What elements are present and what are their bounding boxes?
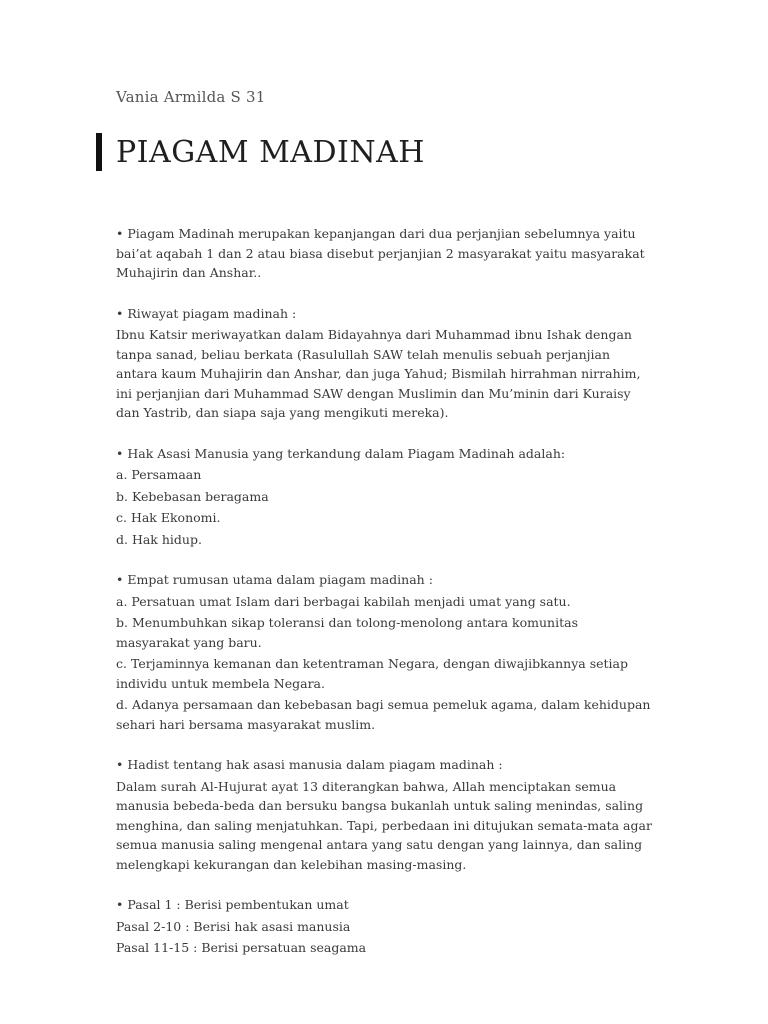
list-item: a. Persatuan umat Islam dari berbagai kabilah menjadi umat yang satu. [116,593,571,609]
section-gap [116,551,652,570]
list-item: a. Persamaan [116,467,202,482]
list-item: Pasal 2-10 : Berisi hak asasi manusia [116,918,351,934]
list-item: b. Kebebasan beragama [116,488,269,504]
paragraph-riwayat: Ibnu Katsir meriwayatkan dalam Bidayahnya dari Muhammad ibnu Ishak dengan tanpa sanad, beliau berkata (Rasulullah SAW telah menulis sebuah perjanjian antara kaum Muhajirin dan Anshar, dan juga Yahud; Bismilah hirrahman nirrahim, ini perjanjian dari Muhammad SAW dengan Muslimin dan Mu’minin dari Kuraisy dan Yastrib, dan siapa saja yang mengikuti mereka). [116,327,641,420]
list-item: • Pasal 1 : Berisi pembentukan umat [116,897,349,912]
section-heading-riwayat: • Riwayat piagam madinah : [116,305,297,321]
paragraph-hadist: Dalam surah Al-Hujurat ayat 13 diterangkan bahwa, Allah menciptakan semua manusia bebeda-beda dan bersuku bangsa bukanlah untuk saling menindas, saling menghina, dan saling menjatuhkan. Tapi, perbedaan ini ditujukan semata-mata agar semua manusia saling mengenal antara yang satu dengan yang lainnya, dan saling melengkapi kekurangan dan kelebihan masing-masing. [116,778,652,872]
section-gap [116,425,652,444]
list-item: d. Adanya persamaan dan kebebasan bagi semua pemeluk agama, dalam kehidupan sehari hari bersama masyarakat muslim. [116,697,651,732]
list-item: Pasal 11-15 : Berisi persatuan seagama [116,940,367,955]
paragraph-intro: • Piagam Madinah merupakan kepanjangan dari dua perjanjian sebelumnya yaitu bai’at aqabah 1 dan 2 atau biasa disebut perjanjian 2 masyarakat yaitu masyarakat Muhajirin dan Anshar.. [116,226,645,280]
list-item: d. Hak hidup. [116,531,202,547]
section-gap [116,736,652,755]
list-item: c. Terjaminnya kemanan dan ketentraman Negara, dengan diwajibkannya setiap individu untuk membela Negara. [116,656,628,691]
list-item: c. Hak Ekonomi. [116,510,221,525]
title-accent-bar [96,133,102,171]
section-heading-rumusan: • Empat rumusan utama dalam piagam madinah : [116,572,433,587]
section-heading-hadist: • Hadist tentang hak asasi manusia dalam piagam madinah : [116,757,503,772]
section-heading-ham: • Hak Asasi Manusia yang terkandung dalam Piagam Madinah adalah: [116,445,566,461]
list-item: b. Menumbuhkan sikap toleransi dan tolong-menolong antara komunitas masyarakat yang baru. [116,615,578,650]
section-gap [116,876,652,895]
document-body [116,224,652,960]
author-name: Vania Armilda S 31 [116,88,266,106]
page-title: PIAGAM MADINAH [116,135,425,170]
section-gap [116,285,652,304]
